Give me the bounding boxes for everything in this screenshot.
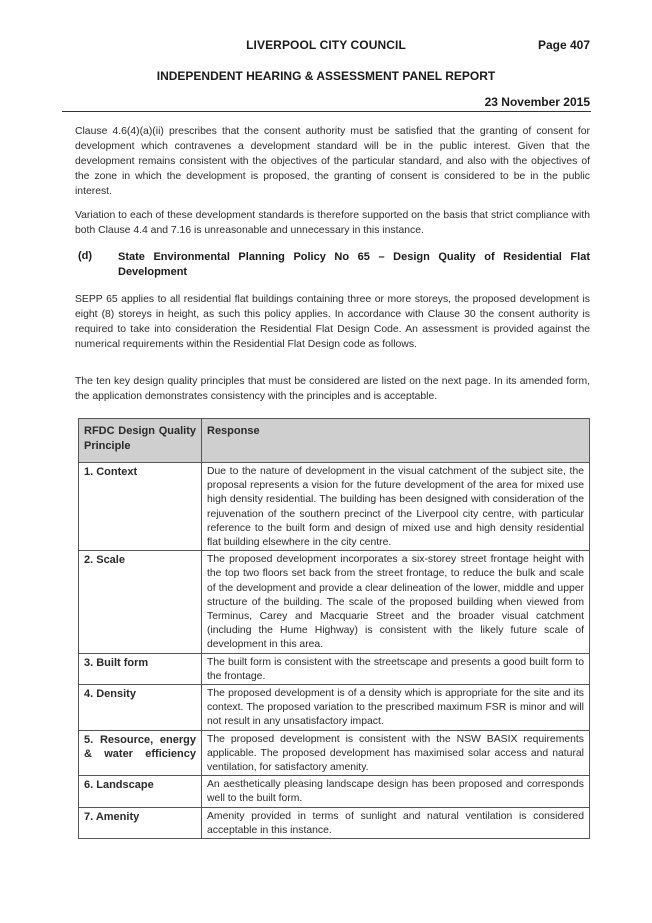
header-principle-label: RFDC Design Quality Principle — [84, 425, 196, 452]
table-header-row — [79, 419, 590, 463]
paragraph-clause-4-6: Clause 4.6(4)(a)(ii) prescribes that the consent authority must be satisfied that the granting of consent for development which contravenes a development standard will be in the public interest. Given that the development remains consistent with the objectives of the particular standard, and also with the objectives of the zone in which the development is proposed, the granting of consent is considered to be in the public interest. — [75, 126, 590, 197]
header-divider — [62, 111, 591, 112]
section-title: State Environmental Planning Policy No 65 – Design Quality of Residential Flat Development — [118, 251, 590, 278]
response-cell: The proposed development is consistent with the NSW BASIX requirements applicable. The proposed development has maximised solar access and natural ventilation, for satisfactory amenity. — [202, 730, 590, 776]
response-cell: Due to the nature of development in the visual catchment of the subject site, the proposal represents a vision for the future development of the area for mixed use high density residential. The building has been designed with consideration of the rejuvenation of the southern precinct of the Liverpool city centre, with particular reference to the built form and design of mixed use and high density residential flat building elsewhere in the city centre. — [202, 463, 590, 551]
section-number: (d) — [78, 250, 93, 262]
principle-label: 5. Resource, energy & water efficiency — [84, 733, 196, 760]
table-header-principle — [79, 419, 202, 463]
response-cell: The built form is consistent with the streetscape and presents a good built form to the frontage. — [202, 653, 590, 684]
response-cell: Amenity provided in terms of sunlight and natural ventilation is considered acceptable in this instance. — [202, 807, 590, 838]
table-row — [79, 653, 590, 684]
principle-cell: 4. Density — [79, 685, 202, 731]
response-cell: The proposed development incorporates a six-storey street frontage height with the top two floors set back from the street frontage, to reduce the bulk and scale of the development and provide a clear delineation of the lower, middle and upper structure of the building. The scale of the proposed building when viewed from Terminus, Carey and Macquarie Street and the broader visual catchment (including the Hume Highway) is consistent with the likely future scale of development in this area. — [202, 551, 590, 653]
page-number: Page 407 — [537, 38, 590, 52]
report-title: INDEPENDENT HEARING & ASSESSMENT PANEL REPORT — [156, 69, 496, 83]
rfdc-principles-table — [78, 418, 590, 839]
principle-cell: 2. Scale — [79, 551, 202, 653]
principle-cell: 7. Amenity — [79, 807, 202, 838]
paragraph-variation: Variation to each of these development standards is therefore supported on the basis that strict compliance with both Clause 4.4 and 7.16 is unreasonable and unnecessary in this instance. — [75, 210, 590, 236]
council-name: LIVERPOOL CITY COUNCIL — [246, 38, 406, 52]
table-row — [79, 807, 590, 838]
response-cell: The proposed development is of a density which is appropriate for the site and its context. The proposed variation to the prescribed maximum FSR is minor and will not result in any unsatisfactory impact. — [202, 685, 590, 731]
table-row — [79, 463, 590, 551]
principle-cell: 3. Built form — [79, 653, 202, 684]
table-row — [79, 685, 590, 731]
principle-cell: 6. Landscape — [79, 776, 202, 807]
paragraph-sepp65: SEPP 65 applies to all residential flat buildings containing three or more storeys, the proposed development is eight (8) storeys in height, as such this policy applies. In accordance with Clause 30 the consent authority is required to take into consideration the Residential Flat Design Code. An assessment is provided against the numerical requirements within the Residential Flat Design code as follows. — [75, 294, 590, 350]
table-header-response: Response — [202, 419, 590, 463]
principle-cell — [79, 730, 202, 776]
response-cell: An aesthetically pleasing landscape design has been proposed and corresponds well to the built form. — [202, 776, 590, 807]
table-row — [79, 776, 590, 807]
principle-cell: 1. Context — [79, 463, 202, 551]
table-row — [79, 730, 590, 776]
paragraph-key-principles: The ten key design quality principles that must be considered are listed on the next page. In its amended form, the application demonstrates consistency with the principles and is acceptable. — [75, 376, 590, 402]
table-row — [79, 551, 590, 653]
report-date: 23 November 2015 — [484, 95, 590, 109]
